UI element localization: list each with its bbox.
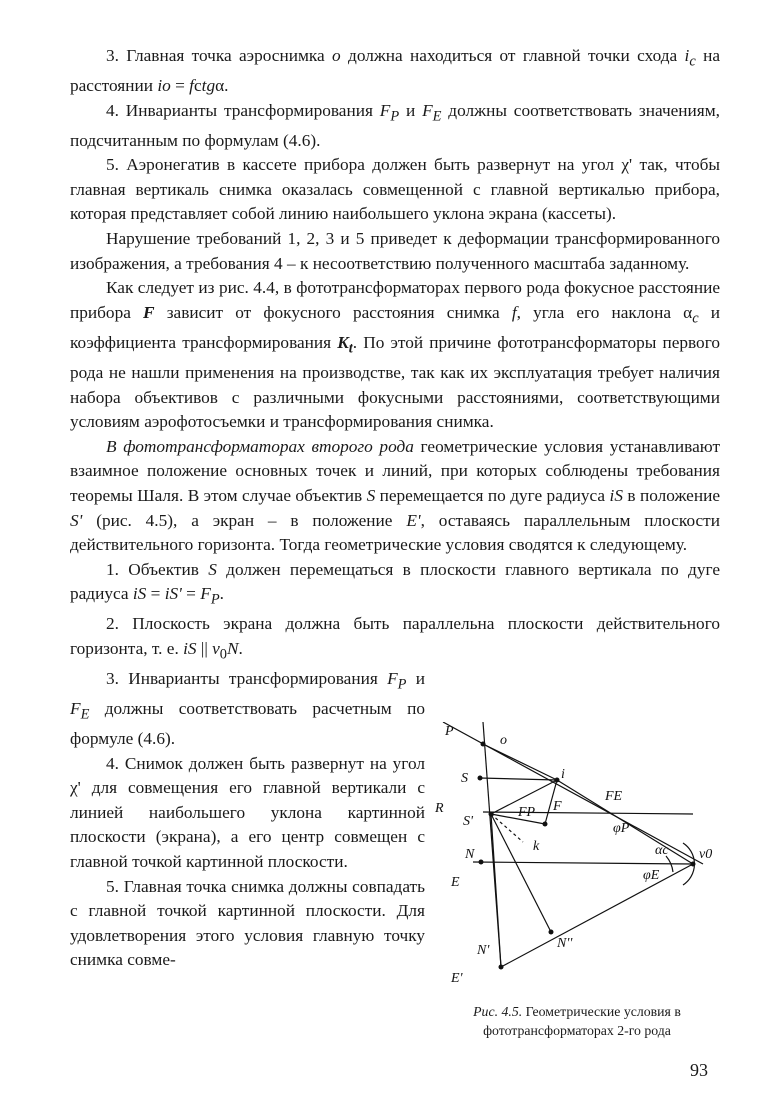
label-S-prime: S' bbox=[463, 814, 473, 829]
caption-prefix: Рис. 4.5. bbox=[473, 1004, 523, 1019]
paragraph-second-kind: В фототрансформаторах второго рода геометрические условия устанавливают взаимное положение основных точек и линий, при которых соблюдены требования теоремы Шаля. В этом случае объектив S перемещается по дуге радиуса iS в положение S' (рис. 4.5), а экран – в положение E', оставаясь параллельным плоскости действительного горизонта. Тогда геометрические условия сводятся к следующему. bbox=[70, 436, 721, 555]
figure-4-5 bbox=[433, 722, 721, 1047]
paragraph-second-5: 5. Главная точка снимка должны совпадать с главной точкой картинной плоскости. Для удовлетворения этого условия главную точку снимка совме- bbox=[70, 876, 425, 970]
label-N-prime: N' bbox=[477, 943, 490, 958]
label-E-prime: E' bbox=[451, 971, 463, 986]
paragraph-condition-4: 4. Инварианты трансформирования $F_P$ и $F_E$ должны соответствовать значениям, подсчитанным по формулам (4.6). bbox=[70, 100, 721, 150]
label-alpha-c: αc bbox=[655, 843, 669, 858]
label-R: R bbox=[435, 801, 444, 816]
label-i: i bbox=[561, 767, 565, 782]
caption-text: Геометрические условия в фототрансформаторах 2-го рода bbox=[483, 1004, 681, 1038]
label-P: P bbox=[445, 724, 454, 739]
label-o: o bbox=[500, 733, 507, 748]
label-k: k bbox=[533, 839, 540, 854]
label-FE: FE bbox=[605, 789, 623, 804]
label-FP: FP bbox=[518, 805, 536, 820]
label-phiP: φP bbox=[613, 821, 630, 836]
paragraph-first-kind: Как следует из рис. 4.4, в фототрансформаторах первого рода фокусное расстояние прибора F зависит от фокусного расстояния снимка f, угла его наклона $\alpha_c$ и коэффициента трансформирования $K_t$. По этой причине фототрансформаторы первого рода не нашли применения на производстве, так как их эксплуатация требует наличия набора объективов с различными фокусными расстояниями, соответствующими условиям аэрофотосъемки и трансформирования снимка. bbox=[70, 278, 721, 432]
label-E: E bbox=[451, 875, 460, 890]
paragraph-second-3: 3. Инварианты трансформирования $F_P$ и $F_E$ должны соответствовать расчетным по формуле (4.6). bbox=[70, 668, 425, 749]
figure-caption bbox=[433, 1002, 721, 1040]
paragraph-second-4: 4. Снимок должен быть развернут на угол χ' для совмещения его главной вертикали с линией наибольшего уклона картинной плоскости (экрана), а его центр совмещен с главной точкой картинной плоскости. bbox=[70, 753, 425, 872]
paragraph-condition-3: 3. Главная точка аэроснимка o должна находиться от главной точки схода $i_c$ на расстоянии io = fctgα. bbox=[70, 46, 720, 96]
label-phiE: φE bbox=[643, 868, 660, 883]
paragraph-violation: Нарушение требований 1, 2, 3 и 5 приведет к деформации трансформированного изображения, а требования 4 – к несоответствию полученного масштаба заданному. bbox=[70, 229, 720, 273]
geometry-diagram bbox=[433, 722, 721, 997]
page-number: 93 bbox=[690, 1060, 708, 1080]
label-v0: v0 bbox=[699, 847, 713, 862]
paragraph-condition-5: 5. Аэронегатив в кассете прибора должен быть развернут на угол χ' так, чтобы главная вертикаль снимка оказалась совмещенной с главной вертикалью прибора, которая представляет собой линию наибольшего уклона экрана (кассеты). bbox=[70, 155, 720, 224]
paragraph-second-2: 2. Плоскость экрана должна быть параллельна плоскости действительного горизонта, т. е. iS || $v_0N$. bbox=[70, 614, 720, 663]
label-N-double-prime: N'' bbox=[557, 936, 573, 951]
label-N: N bbox=[465, 847, 475, 862]
paragraph-second-1: 1. Объектив S должен перемещаться в плоскости главного вертикала по дуге радиуса iS = $iS' = F_P$. bbox=[70, 559, 720, 608]
label-S: S bbox=[461, 771, 468, 786]
label-F: F bbox=[553, 799, 562, 814]
